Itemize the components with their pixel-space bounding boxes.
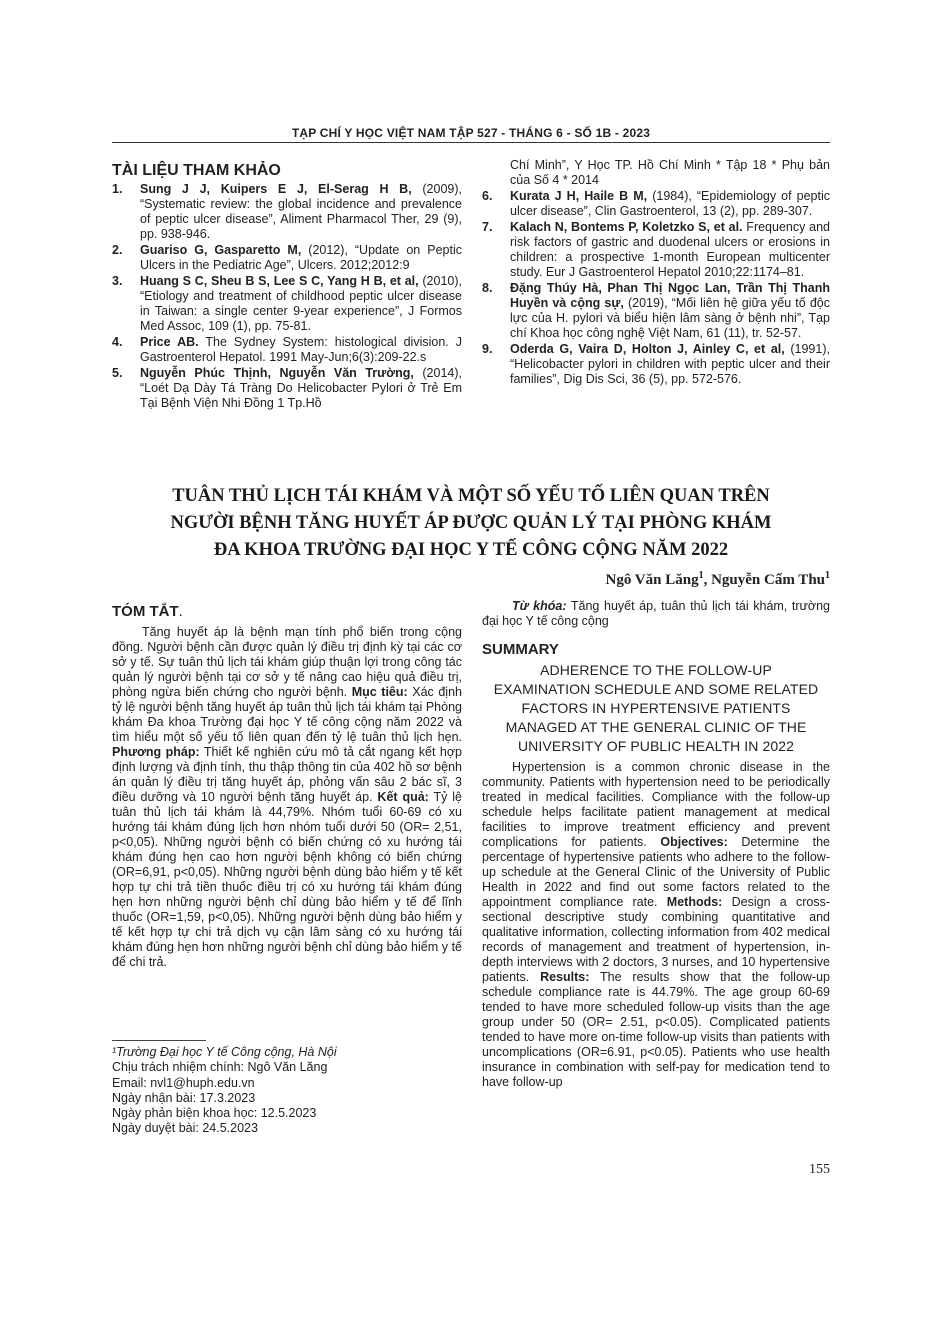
reference-authors: Huang S C, Sheu B S, Lee S C, Yang H B, et al, [140,274,419,288]
date-received: Ngày nhận bài: 17.3.2023 [112,1090,256,1105]
reference-number: 5. [112,366,123,380]
date-accepted: Ngày duyệt bài: 24.5.2023 [112,1121,258,1136]
label-results: Results: [540,970,590,984]
reference-item [482,342,830,387]
page-number: 155 [809,1162,830,1177]
article-title-line: NGƯỜI BỆNH TĂNG HUYẾT ÁP ĐƯỢC QUẢN LÝ TẠI PHÒNG KHÁM [170,513,772,533]
footnotes [112,1040,412,1137]
reference-authors: Đặng Thúy Hà, Phan Thị Ngọc Lan, Trần Thị Thanh Huyền và cộng sự, [510,281,830,310]
reference-authors: Oderda G, Vaira D, Holton J, Ainley C, et al, [510,342,785,356]
reference-item [112,366,462,411]
reference-continuation [482,158,830,188]
reference-number: 6. [482,189,493,203]
date-reviewed: Ngày phản biện khoa học: 12.5.2023 [112,1106,317,1121]
english-title: ADHERENCE TO THE FOLLOW-UP EXAMINATION SCHEDULE AND SOME RELATED FACTORS IN HYPERTENSIVE PATIENTS MANAGED AT THE GENERAL CLINIC OF THE UNIVERSITY OF PUBLIC HEALTH IN 2022 [493,662,819,754]
affiliation-mark: 1 [825,570,830,581]
reference-number: 7. [482,220,493,234]
article-authors: Ngô Văn Lăng$^1$, Nguyễn Cẩm Thu$^1$ [605,570,830,588]
reference-number: 8. [482,281,493,295]
abstract-body: Tăng huyết áp là bệnh mạn tính phổ biến trong cộng đồng. Người bệnh cần được quản lý điều trị định kỳ tại các cơ sở y tế. Sự tuân thủ lịch tái khám giúp thuận lợi trong công tác quản lý người bệnh tại cơ sở y tế nâng cao hiệu quả điều trị, phòng ngừa biến chứng cho người bệnh. Mục tiêu: Xác định tỷ lệ người bệnh tăng huyết áp tuân thủ lịch tái khám tại Phòng khám Đa khoa Trường đại học Y tế công cộng năm 2022 và tìm hiểu một số yếu tố liên quan đến tỷ lệ tuân thủ lịch hẹn. Phương pháp: Thiết kế nghiên cứu mô tả cắt ngang kết hợp định lượng và định tính, thu thập thông tin của 402 hồ sơ bệnh án quản lý điều trị tăng huyết áp, phỏng vấn sâu 2 bác sĩ, 3 điều dưỡng và 10 người bệnh tăng huyết áp. Kết quả: Tỷ lệ tuân thủ lịch tái khám là 44,79%. Nhóm tuổi 60-69 có xu hướng tái khám đúng lịch hơn nhóm tuổi dưới 50 (OR= 2,51, p<0,05). Những người bệnh có biến chứng có xu hướng tái khám đúng hẹn cao hơn người bệnh không có biến chứng (OR=6,91, p<0,05). Những người bệnh dùng bảo hiểm y tế kết hợp tự chi trả tiền thuốc điều trị có xu hướng tái khám đúng hẹn hơn những người bệnh chỉ dùng bảo hiểm y tế để lĩnh thuốc (OR=1,59, p<0,05). Những người bệnh dùng bảo hiểm y tế kết hợp tự chi trả dịch vụ cận lâm sàng có xu hướng tái khám đúng hẹn hơn những người bệnh chỉ dùng bảo hiểm y tế để chi trả. [112,625,462,969]
article-title-line: TUÂN THỦ LỊCH TÁI KHÁM VÀ MỘT SỐ YẾU TỐ LIÊN QUAN TRÊN [172,486,770,506]
label-result: Kết quả: [377,790,429,804]
summary-heading: SUMMARY [482,641,559,658]
reference-item [112,182,462,242]
vietnamese-abstract [112,603,462,970]
reference-text: (2014), “Loét Dạ Dày Tá Tràng Do Helicobacter Pylori ở Trẻ Em Tại Bệnh Viện Nhi Đồng 1 Tp.Hồ [140,366,462,410]
reference-authors: Kurata J H, Haile B M, [510,189,648,203]
label-objectives: Objectives: [660,835,728,849]
reference-text: (1991), “Helicobacter pylori in children with peptic ulcer and their families”, Dig Dis Sci, 36 (5), pp. 572-576. [510,342,830,386]
reference-authors: Guariso G, Gasparetto M, [140,243,302,257]
reference-text: Frequency and risk factors of gastric and duodenal ulcers or erosions in children: a prospective 1-month European multicenter study. Eur J Gastroenterol Hepatol 2010;22:1174–81. [510,220,831,279]
reference-item [482,220,830,280]
references-title: TÀI LIỆU THAM KHẢO [112,162,281,179]
corresponding-author: Chịu trách nhiệm chính: Ngô Văn Lăng [112,1060,328,1075]
header-rule [112,142,830,143]
reference-number: 3. [112,274,123,288]
reference-item [112,243,462,273]
reference-text: (2019), “Mối liên hệ giữa yếu tố độc lực của H. pylori và biểu hiện lâm sàng ở bệnh nhi”, Tạp chí Khoa học công nghệ Việt Nam, 61 (11), tr. 52-57. [510,296,831,340]
journal-header: TẠP CHÍ Y HỌC VIỆT NAM TẬP 527 - THÁNG 6 - SỐ 1B - 2023 [291,126,651,140]
reference-item [482,189,830,219]
reference-text: The Sydney System: histological division. J Gastroenterol Hepatol. 1991 May-Jun;6(3):209-22.s [140,335,462,364]
reference-authors: Kalach N, Bontems P, Koletzko S, et al. [510,220,743,234]
reference-number: 2. [112,243,123,257]
reference-number: 4. [112,335,123,349]
reference-text: (2009), “Systematic review: the global incidence and prevalence of peptic ulcer disease”, Aliment Pharmacol Ther, 29 (9), pp. 938-946. [140,182,462,241]
reference-authors: Sung J J, Kuipers E J, El-Serag H B, [140,182,412,196]
reference-text: (1984), “Epidemiology of peptic ulcer disease”, Clin Gastroenterol, 13 (2), pp. 289-307. [510,189,831,218]
affiliation-mark: 1 [698,570,704,581]
english-abstract-column [482,599,830,1090]
keywords-label: Từ khóa: [512,599,567,613]
reference-text: (2010), “Etiology and treatment of childhood peptic ulcer disease in Taiwan: a single center 9-year experience”, J Formos Med Assoc, 109 (1), pp. 75-81. [140,274,462,333]
article-title [112,483,830,564]
email: Email: nvl1@huph.edu.vn [112,1075,255,1090]
reference-text: (2012), “Update on Peptic Ulcers in the Pediatric Age”, Ulcers. 2012;2012:9 [140,243,462,272]
label-objective: Mục tiêu: [351,685,408,699]
references-right-column [482,158,830,388]
label-methods: Methods: [666,895,723,909]
article-title-line: ĐA KHOA TRƯỜNG ĐẠI HỌC Y TẾ CÔNG CỘNG NĂM 2022 [213,540,729,560]
affiliation-footnote: ¹Trường Đại học Y tế Công cộng, Hà Nội [112,1045,337,1059]
reference-item [112,274,462,334]
label-method: Phương pháp: [112,745,200,759]
summary-body: Hypertension is a common chronic disease in the community. Patients with hypertension need to be periodically treated in medical facilities. Compliance with the follow-up schedule helps facilitate patient management at medical facilities to improve treatment efficiency and prevent complications for patients. Objectives: Determine the percentage of hypertensive patients who adhere to the follow-up schedule at the General Clinic of the University of Public Health in 2022 and find out some factors related to the appointment compliance rate. Methods: Design a cross-sectional descriptive study combining quantitative and qualitative information, collecting information from 402 medical records of management and treatment of hypertension, in-depth interviews with 2 doctors, 3 nurses, and 10 hypertensive patients. Results: The results show that the follow-up schedule compliance rate is 44.79%. The age group 60-69 tended to have more scheduled follow-up visits than the age group under 50 (OR= 2.51, p<0.05). Complicated patients tended to have more on-time follow-up visits than patients with uncomplications (OR=6.91, p<0.05). Patients who use health insurance in combination with self-pay for medication tend to have follow-up [482,760,830,1089]
reference-authors: Price AB. [140,335,199,349]
references-left-column [112,162,462,412]
author-name: Nguyễn Cẩm Thu [711,572,825,588]
reference-item [482,281,830,341]
keywords: Từ khóa: Tăng huyết áp, tuân thủ lịch tái khám, trường đại học Y tế công cộng [482,599,830,628]
reference-number: 9. [482,342,493,356]
reference-number: 1. [112,182,123,196]
abstract-heading: TÓM TẮT. [112,603,183,620]
reference-item [112,335,462,365]
author-name: Ngô Văn Lăng [605,572,699,588]
reference-authors: Nguyễn Phúc Thịnh, Nguyễn Văn Trường, [140,366,414,380]
reference-text: Chí Minh”, Y Học TP. Hồ Chí Minh * Tập 18 * Phụ bản của Số 4 * 2014 [510,158,830,187]
